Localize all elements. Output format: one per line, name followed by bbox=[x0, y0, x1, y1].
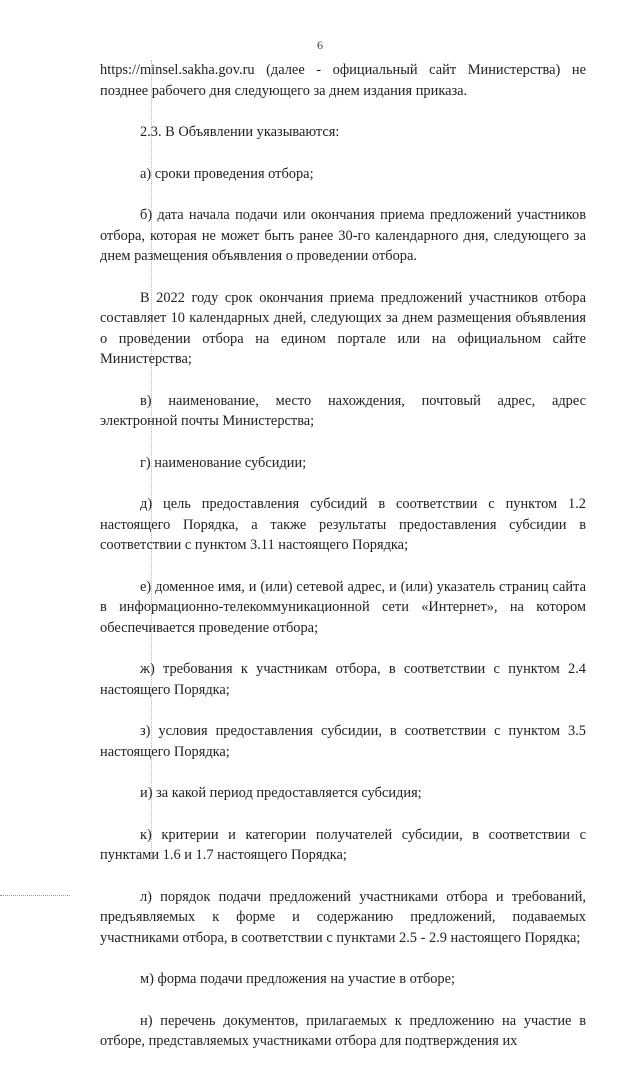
paragraph-item-a: а) сроки проведения отбора; bbox=[140, 165, 314, 182]
paragraph-item-z: з) условия предоставления субсидии, в соответствии с пунктом 3.5 настоящего Порядка; bbox=[100, 723, 586, 760]
paragraph-2022-deadline: В 2022 году срок окончания приема предложений участников отбора составляет 10 календарных дней, следующих за днем размещения объявления о проведении отбора на едином портале или на официальном сайте Министерства; bbox=[100, 289, 586, 367]
paragraph-2-3-heading: 2.3. В Объявлении указываются: bbox=[140, 124, 340, 140]
paragraph-item-b: б) дата начала подачи или окончания приема предложений участников отбора, которая не может быть ранее 30-го календарного дня, следующего за днем размещения объявления о проведении отбора. bbox=[100, 207, 586, 264]
paragraph-item-zh: ж) требования к участникам отбора, в соответствии с пунктом 2.4 настоящего Порядка; bbox=[100, 661, 586, 698]
paragraph-item-d: д) цель предоставления субсидий в соответствии с пунктом 1.2 настоящего Порядка, а также результаты предоставления субсидии в соответствии с пунктом 3.11 настоящего Порядка; bbox=[100, 496, 586, 553]
paragraph-item-m: м) форма подачи предложения на участие в отборе; bbox=[140, 971, 455, 987]
paragraph-item-l: л) порядок подачи предложений участниками отбора и требований, предъявляемых к форме и содержанию предложений, подаваемых участниками отбора, в соответствии с пунктами 2.5 - 2.9 настоящего Порядка; bbox=[100, 888, 586, 946]
page-number: 6 bbox=[317, 38, 323, 52]
paragraph-item-n: н) перечень документов, прилагаемых к предложению на участие в отборе, представляемых участниками отбора для подтверждения их bbox=[100, 1012, 586, 1049]
paragraph-item-v: в) наименование, место нахождения, почтовый адрес, адрес электронной почты Министерства; bbox=[100, 392, 586, 429]
paragraph-item-k: к) критерии и категории получателей субсидии, в соответствии с пунктами 1.6 и 1.7 настоящего Порядка; bbox=[100, 826, 586, 863]
paragraph-item-i: и) за какой период предоставляется субсидия; bbox=[140, 785, 422, 801]
scan-edge-artifact bbox=[0, 895, 70, 896]
paragraph-item-g: г) наименование субсидии; bbox=[140, 454, 307, 471]
document-body bbox=[100, 60, 586, 1073]
paragraph-item-e: е) доменное имя, и (или) сетевой адрес, и (или) указатель страниц сайта в информационно-телекоммуникационной сети «Интернет», на котором обеспечивается проведение отбора; bbox=[100, 578, 586, 636]
paragraph-website-note: https://minsel.sakha.gov.ru (далее - официальный сайт Министерства) не позднее рабочего дня следующего за днем издания приказа. bbox=[100, 62, 586, 99]
